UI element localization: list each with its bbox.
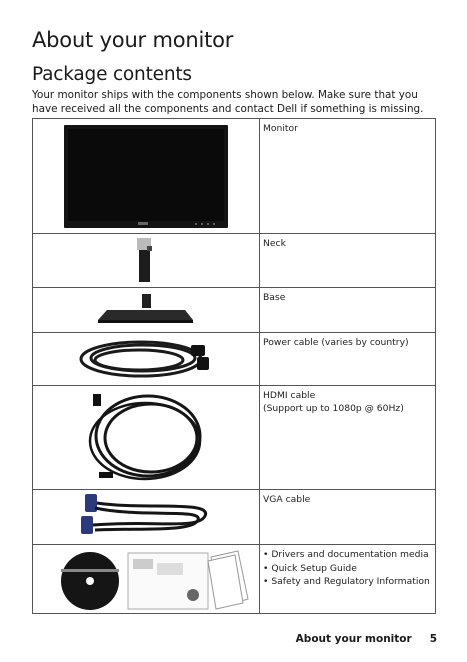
- item-label: Power cable (varies by country): [263, 337, 409, 348]
- documentation-label-cell: [260, 545, 436, 614]
- item-label: Monitor: [263, 123, 298, 134]
- item-label: VGA cable: [263, 494, 311, 505]
- table-row: [33, 490, 436, 545]
- item-sublabel: (Support up to 1080p @ 60Hz): [263, 402, 404, 414]
- base-image-cell: [33, 288, 260, 333]
- documentation-image-cell: [33, 545, 260, 614]
- vga-cable-image-cell: [33, 490, 260, 545]
- neck-label-cell: [260, 234, 436, 288]
- intro-paragraph: Your monitor ships with the components shown below. Make sure that you have received all the components and contact Dell if something is missing.: [32, 89, 424, 115]
- vga-cable-image: [33, 490, 259, 544]
- item-label: Neck: [263, 238, 286, 249]
- item-label: Base: [263, 292, 286, 303]
- list-item: • Drivers and documentation media: [263, 549, 429, 560]
- documentation-media-image: [33, 545, 259, 613]
- page-title: About your monitor: [32, 28, 234, 52]
- base-label-cell: [260, 288, 436, 333]
- stand-neck-image: [33, 234, 259, 287]
- monitor-image: [33, 119, 259, 233]
- power-cable-label-cell: [260, 333, 436, 386]
- power-cable-image-cell: [33, 333, 260, 386]
- neck-image-cell: [33, 234, 260, 288]
- hdmi-cable-image: [33, 386, 259, 489]
- page-footer: [296, 633, 437, 645]
- table-row: [33, 234, 436, 288]
- hdmi-cable-image-cell: [33, 386, 260, 490]
- list-item: • Safety and Regulatory Information: [263, 576, 430, 587]
- power-cable-image: [33, 333, 259, 385]
- table-row: [33, 386, 436, 490]
- item-label: HDMI cable: [263, 390, 316, 401]
- vga-cable-label-cell: [260, 490, 436, 545]
- table-row: [33, 545, 436, 614]
- table-row: [33, 288, 436, 333]
- table-row: [33, 333, 436, 386]
- hdmi-cable-label-cell: [260, 386, 436, 490]
- stand-base-image: [33, 288, 259, 332]
- table-row: [33, 119, 436, 234]
- monitor-image-cell: [33, 119, 260, 234]
- section-title: Package contents: [32, 64, 192, 85]
- footer-section-title: About your monitor: [295, 633, 412, 645]
- documentation-list: [263, 549, 435, 589]
- package-contents-table: [32, 118, 436, 614]
- monitor-label-cell: [260, 119, 436, 234]
- page-number: 5: [429, 633, 437, 645]
- list-item: • Quick Setup Guide: [263, 562, 357, 574]
